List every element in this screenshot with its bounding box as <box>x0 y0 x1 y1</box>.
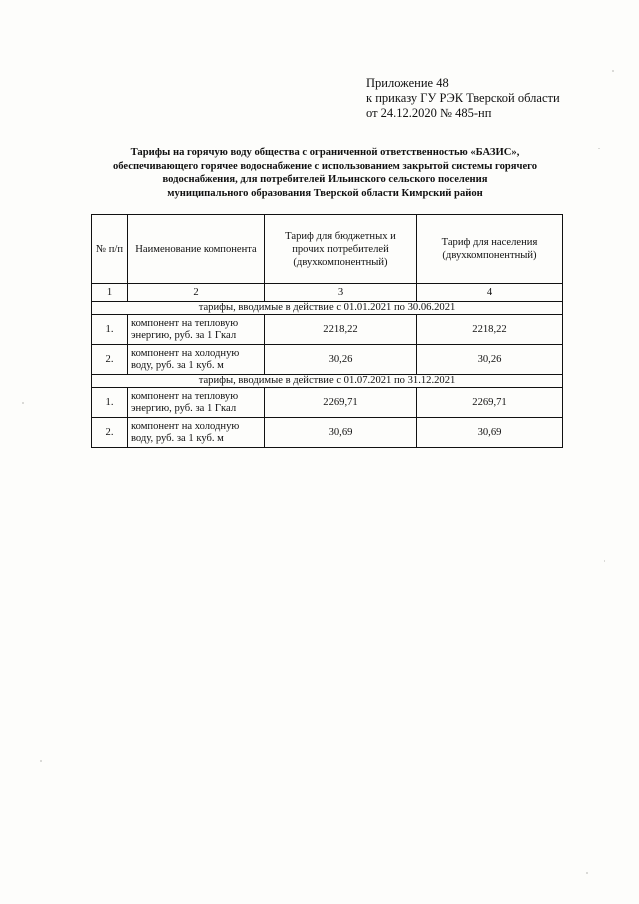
budget-tariff-value: 30,69 <box>265 418 417 448</box>
component-name: компонент на холодную воду, руб. за 1 куб. м <box>128 418 265 448</box>
header-num: № п/п <box>92 215 128 284</box>
table-row <box>92 388 563 418</box>
population-tariff-value: 2218,22 <box>417 315 563 345</box>
document-title <box>80 146 570 200</box>
title-line-3: водоснабжения, для потребителей Ильинского сельского поселения <box>162 174 488 185</box>
period-label: тарифы, вводимые в действие с 01.01.2021 по 30.06.2021 <box>92 302 563 315</box>
header-name: Наименование компонента <box>128 215 265 284</box>
component-name: компонент на тепловую энергию, руб. за 1 Гкал <box>128 388 265 418</box>
population-tariff-value: 30,69 <box>417 418 563 448</box>
title-line-2: обеспечивающего горячее водоснабжение с использованием закрытой системы горячего <box>112 160 538 172</box>
period-row <box>92 375 563 388</box>
table-row <box>92 418 563 448</box>
scan-speck <box>586 872 588 874</box>
population-tariff-value: 2269,71 <box>417 388 563 418</box>
scan-speck <box>40 760 42 762</box>
tariff-table <box>91 214 563 448</box>
component-name: компонент на тепловую энергию, руб. за 1 Гкал <box>128 315 265 345</box>
table-row <box>92 315 563 345</box>
scan-speck <box>22 402 24 404</box>
appendix-line-3: от 24.12.2020 № 485-нп <box>366 106 492 120</box>
row-number: 1. <box>92 315 128 345</box>
row-number: 2. <box>92 345 128 375</box>
column-index-row <box>92 284 563 302</box>
appendix-line-1: Приложение 48 <box>366 76 449 90</box>
column-index: 4 <box>417 284 563 302</box>
scan-speck <box>604 560 605 562</box>
header-budget-tariff: Тариф для бюджетных и прочих потребителей (двухкомпонентный) <box>265 215 417 284</box>
appendix-header <box>366 76 560 121</box>
scan-speck <box>598 148 600 149</box>
row-number: 2. <box>92 418 128 448</box>
table-row <box>92 345 563 375</box>
column-index: 3 <box>265 284 417 302</box>
appendix-line-2: к приказу ГУ РЭК Тверской области <box>366 91 560 105</box>
scan-speck <box>612 70 614 72</box>
header-population-tariff: Тариф для населения (двухкомпонентный) <box>417 215 563 284</box>
table-header-row <box>92 215 563 284</box>
column-index: 2 <box>128 284 265 302</box>
period-label: тарифы, вводимые в действие с 01.07.2021 по 31.12.2021 <box>92 375 563 388</box>
budget-tariff-value: 2269,71 <box>265 388 417 418</box>
row-number: 1. <box>92 388 128 418</box>
budget-tariff-value: 2218,22 <box>265 315 417 345</box>
component-name: компонент на холодную воду, руб. за 1 куб. м <box>128 345 265 375</box>
population-tariff-value: 30,26 <box>417 345 563 375</box>
period-row <box>92 302 563 315</box>
budget-tariff-value: 30,26 <box>265 345 417 375</box>
title-line-1: Тарифы на горячую воду общества с ограниченной ответственностью «БАЗИС», <box>130 147 520 158</box>
title-line-4: муниципального образования Тверской области Кимрский район <box>167 187 483 199</box>
column-index: 1 <box>92 284 128 302</box>
